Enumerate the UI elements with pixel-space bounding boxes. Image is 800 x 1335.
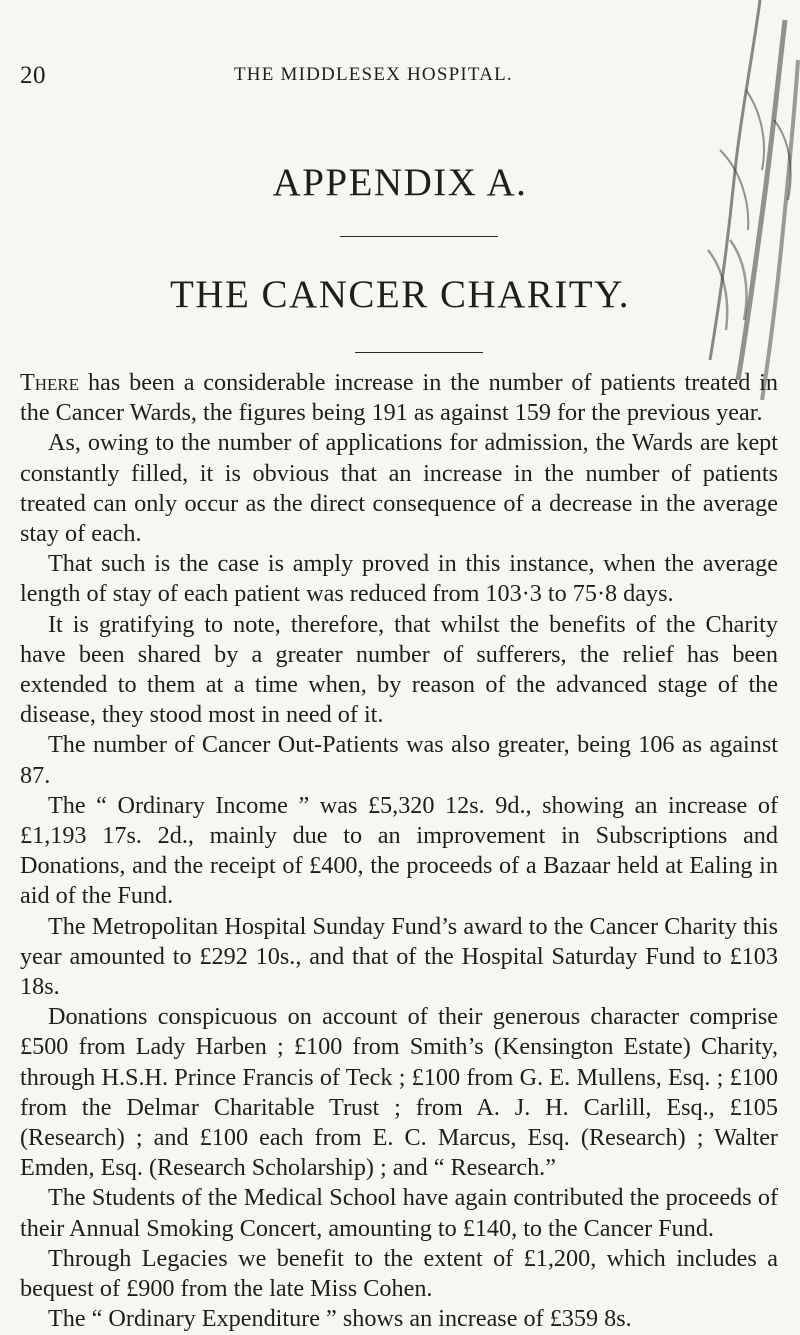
- paragraph: The “ Ordinary Expenditure ” shows an increase of £359 8s.: [48, 1305, 632, 1333]
- paragraph: [20, 368, 778, 428]
- ink-bleed-decoration: [690, 0, 800, 410]
- paragraph: It is gratifying to note, therefore, that whilst the benefits of the Charity have been shared by a greater number of sufferers, the relief has been extended to them at a time when, by reason of the advanced stage of the disease, they stood most in need of it.: [20, 610, 778, 729]
- paragraph-text: has been a considerable increase in the number of patients treated in the Cancer Wards, the figures being 191 as against 159 for the previous year.: [20, 369, 778, 427]
- paragraph: That such is the case is amply proved in this instance, when the average length of stay of each patient was reduced from 103·3 to 75·8 days.: [20, 550, 778, 608]
- section-rule: [355, 352, 483, 353]
- paragraph: The Metropolitan Hospital Sunday Fund’s award to the Cancer Charity this year amounted to £292 10s., and that of the Hospital Saturday Fund to £103 18s.: [20, 912, 778, 1001]
- paragraph: Donations conspicuous on account of their generous character comprise £500 from Lady Harben ; £100 from Smith’s (Kensington Estate) Charity, through H.S.H. Prince Francis of Teck ; £100 from G. E. Mullens, Esq. ; £100 from the Delmar Charitable Trust ; from A. J. H. Carlill, Esq., £105 (Research) ; and £100 each from E. C. Marcus, Esq. (Research) ; Walter Emden, Esq. (Research Scholarship) ; and “ Research.”: [20, 1003, 778, 1182]
- running-head: THE MIDDLESEX HOSPITAL.: [234, 64, 513, 85]
- paragraph: The “ Ordinary Income ” was £5,320 12s. 9d., showing an increase of £1,193 17s. 2d., mainly due to an improvement in Subscriptions and Donations, and the receipt of £400, the proceeds of a Bazaar held at Ealing in aid of the Fund.: [20, 791, 778, 910]
- page-number: 20: [20, 62, 46, 89]
- paragraph: The Students of the Medical School have again contributed the proceeds of their Annual Smoking Concert, amounting to £140, to the Cancer Fund.: [20, 1184, 778, 1242]
- paragraph: Through Legacies we benefit to the extent of £1,200, which includes a bequest of £900 from the late Miss Cohen.: [20, 1244, 778, 1303]
- appendix-title: APPENDIX A.: [272, 161, 528, 204]
- section-title: THE CANCER CHARITY.: [169, 273, 631, 316]
- paragraph: As, owing to the number of applications for admission, the Wards are kept constantly filled, it is obvious that an increase in the number of patients treated can only occur as the direct consequence of a decrease in the average stay of each.: [20, 429, 778, 548]
- paragraph: The number of Cancer Out-Patients was also greater, being 106 as against 87.: [20, 731, 778, 789]
- body-text: [20, 368, 778, 1335]
- paragraph-lead-word: There: [20, 369, 80, 396]
- title-rule: [340, 236, 498, 237]
